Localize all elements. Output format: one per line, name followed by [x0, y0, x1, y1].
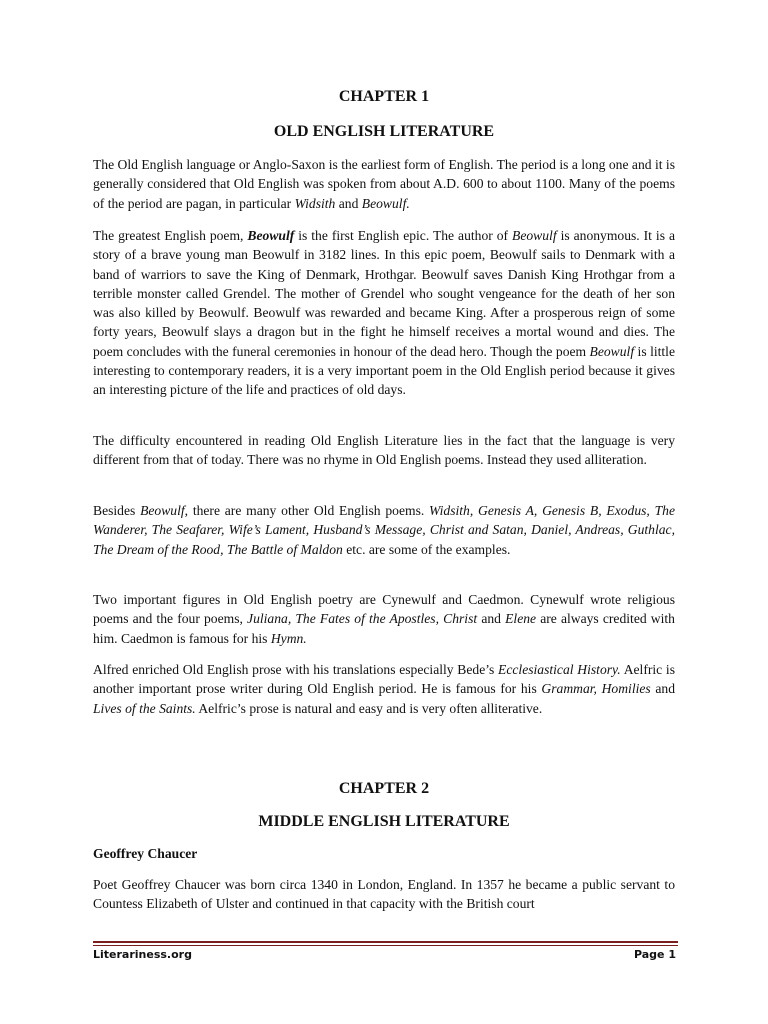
title-lives-of-saints: Lives of the Saints.	[93, 700, 196, 716]
text-span: Aelfric is another important prose writer during Old English period. He is famous for his	[93, 662, 675, 697]
title-widsith: Widsith	[294, 195, 336, 211]
footer-rule	[93, 941, 678, 943]
chapter-2-title: MIDDLE ENGLISH LITERATURE	[258, 813, 510, 830]
document-page	[93, 0, 675, 1024]
footer-rule-thin	[93, 945, 678, 946]
title-grammar-homilies: Grammar, Homilies	[541, 681, 651, 697]
text-span: The Old English language or Anglo-Saxon is the earliest form of English. The period is a long one and it is generally considered that Old English was spoken from about A.D. 600 to about 1100. Many of the poems of the period are pagan, in particular	[93, 157, 675, 211]
paragraph-other-poems	[93, 501, 675, 559]
footer-page-number: Page 1	[633, 948, 676, 961]
poem-list: Widsith, Genesis A, Genesis B, Exodus, The Wanderer, The Seafarer, Wife’s Lament, Husband’s Message, Christ and Satan, Daniel, Andreas, Guthlac, The Dream of the Rood, The Battle of Maldon	[93, 503, 675, 557]
title-ecclesiastical-history: Ecclesiastical History.	[498, 662, 621, 677]
chapter-2-label: CHAPTER 2	[338, 780, 430, 797]
title-beowulf: Beowulf	[140, 503, 185, 518]
text-span: Aelfric’s prose is natural and easy and is very often alliterative.	[195, 700, 543, 716]
text-span: etc. are some of the examples.	[342, 541, 511, 557]
text-span: is the first English epic. The author of	[294, 228, 513, 243]
text-span: is little interesting to contemporary readers, it is a very important poem in the Old English period because it gives an interesting picture of the life and practices of old days.	[93, 343, 675, 398]
text-span: are always credited with him. Caedmon is famous for his	[93, 611, 675, 646]
text-span: Alfred enriched Old English prose with his translations especially Bede’s	[93, 662, 499, 677]
title-elene: Elene	[505, 611, 537, 627]
text-span: Two important figures in Old English poetry are Cynewulf and Caedmon. Cynewulf wrote religious poems and the four poems,	[93, 592, 675, 627]
text-span: Besides	[93, 503, 141, 518]
text-span: The greatest English poem,	[93, 228, 248, 243]
title-hymn: Hymn.	[270, 630, 307, 646]
title-beowulf-bold: Beowulf	[247, 228, 295, 243]
text-span: and	[335, 195, 362, 211]
chapter-1-label: CHAPTER 1	[338, 88, 430, 105]
title-beowulf: Beowulf.	[361, 195, 410, 211]
paragraph-cynewulf-caedmon	[93, 590, 675, 648]
paragraph-difficulty: The difficulty encountered in reading Old English Literature lies in the fact that the language is very different from that of today. There was no rhyme in Old English poems. Instead they used alliteration.	[93, 433, 675, 468]
text-span: and	[477, 611, 506, 627]
paragraph-old-english-intro	[93, 155, 675, 213]
footer-site-name: Literariness.org	[93, 948, 192, 961]
text-span: is anonymous. It is a story of a brave young man Beowulf in 3182 lines. In this epic poem, Beowulf sails to Denmark with a band of warriors to save the King of Denmark, Hrothgar. Beowulf saves Danish King Hrothgar from a terrible monster called Grendel. The mother of Grendel who sought vengeance for the death of her son was also killed by Beowulf. Beowulf was rewarded and became King. After a prosperous reign of some forty years, Beowulf slays a dragon but in the fight he himself receives a mortal wound and dies. The poem concludes with the funeral ceremonies in honour of the dead hero. Though the poem	[93, 228, 675, 359]
title-beowulf: Beowulf	[512, 228, 557, 243]
title-beowulf: Beowulf	[589, 343, 635, 359]
chapter-1-title: OLD ENGLISH LITERATURE	[273, 123, 495, 140]
text-span: , there are many other Old English poems.	[184, 503, 430, 518]
poem-titles: Juliana, The Fates of the Apostles, Christ	[247, 611, 478, 627]
paragraph-beowulf	[93, 226, 675, 400]
section-heading-chaucer: Geoffrey Chaucer	[93, 846, 198, 861]
paragraph-alfred-aelfric	[93, 660, 675, 718]
paragraph-chaucer: Poet Geoffrey Chaucer was born circa 1340 in London, England. In 1357 he became a public servant to Countess Elizabeth of Ulster and continued in that capacity with the British court	[93, 877, 675, 912]
text-span: and	[650, 681, 675, 697]
